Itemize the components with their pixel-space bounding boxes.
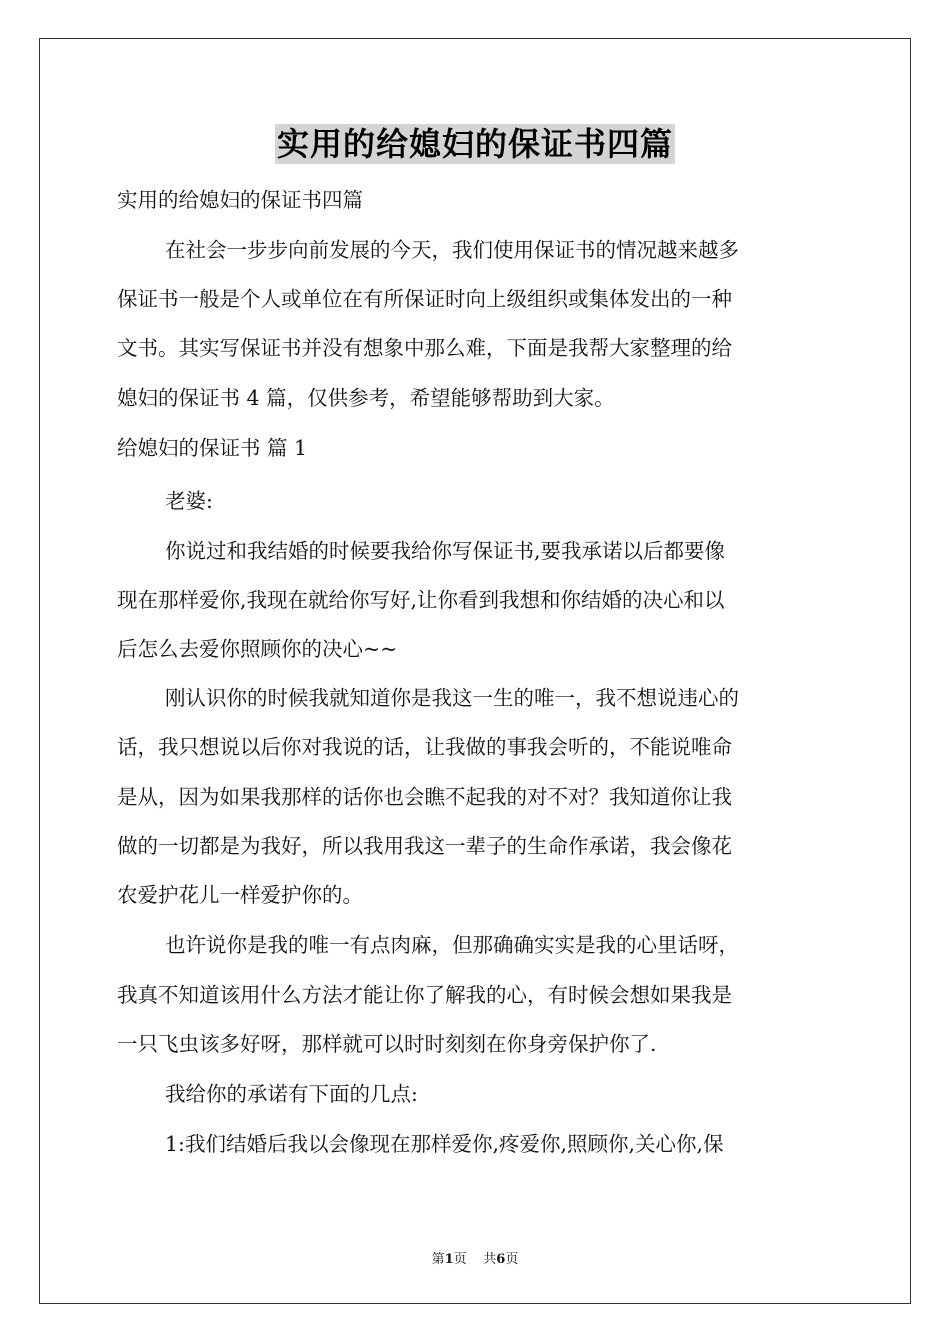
paragraph-line: 做的一切都是为我好，所以我用我这一辈子的生命作承诺，我会像花 <box>117 834 732 858</box>
paragraph-line: 文书。其实写保证书并没有想象中那么难，下面是我帮大家整理的给 <box>117 336 732 360</box>
total-unit: 页 <box>505 1252 519 1267</box>
salutation: 老婆: <box>165 489 213 513</box>
paragraph-line: 现在那样爱你,我现在就给你写好,让你看到我想和你结婚的决心和以 <box>117 588 725 612</box>
paragraph-line: 1:我们结婚后我以会像现在那样爱你,疼爱你,照顾你,关心你,保 <box>165 1132 724 1156</box>
paragraph-line: 我给你的承诺有下面的几点: <box>165 1082 418 1106</box>
page-border <box>39 38 911 1304</box>
page-number: 1 <box>444 1252 454 1267</box>
document-title: 实用的给媳妇的保证书四篇 <box>276 125 673 163</box>
total-pages: 6 <box>496 1252 506 1267</box>
paragraph-line: 也许说你是我的唯一有点肉麻，但那确确实实是我的心里话呀， <box>165 933 739 957</box>
paragraph-line: 后怎么去爱你照顾你的决心~~ <box>117 637 398 661</box>
paragraph-line: 刚认识你的时候我就知道你是我这一生的唯一，我不想说违心的 <box>165 686 739 710</box>
paragraph-line: 你说过和我结婚的时候要我给你写保证书,要我承诺以后都要像 <box>165 539 726 563</box>
paragraph-line: 一只飞虫该多好呀，那样就可以时时刻刻在你身旁保护你了. <box>117 1032 657 1056</box>
paragraph-line: 是从，因为如果我那样的话你也会瞧不起我的对不对？我知道你让我 <box>117 785 732 809</box>
title-container <box>0 124 950 164</box>
paragraph-line: 媳妇的保证书 4 篇，仅供参考，希望能够帮助到大家。 <box>117 386 615 410</box>
page-prefix: 第 <box>431 1252 445 1267</box>
paragraph-line: 话，我只想说以后你对我说的话，让我做的事我会听的，不能说唯命 <box>117 735 732 759</box>
total-prefix: 共 <box>483 1252 497 1267</box>
section-heading: 给媳妇的保证书 篇 1 <box>117 436 308 460</box>
paragraph-line: 农爱护花儿一样爱护你的。 <box>117 883 363 907</box>
paragraph-line: 我真不知道该用什么方法才能让你了解我的心，有时候会想如果我是 <box>117 983 732 1007</box>
page-footer <box>0 1248 950 1267</box>
paragraph-line: 保证书一般是个人或单位在有所保证时向上级组织或集体发出的一种 <box>117 287 732 311</box>
paragraph-line: 在社会一步步向前发展的今天，我们使用保证书的情况越来越多 <box>165 238 739 262</box>
page-unit: 页 <box>453 1252 467 1267</box>
document-subtitle: 实用的给媳妇的保证书四篇 <box>117 188 363 212</box>
